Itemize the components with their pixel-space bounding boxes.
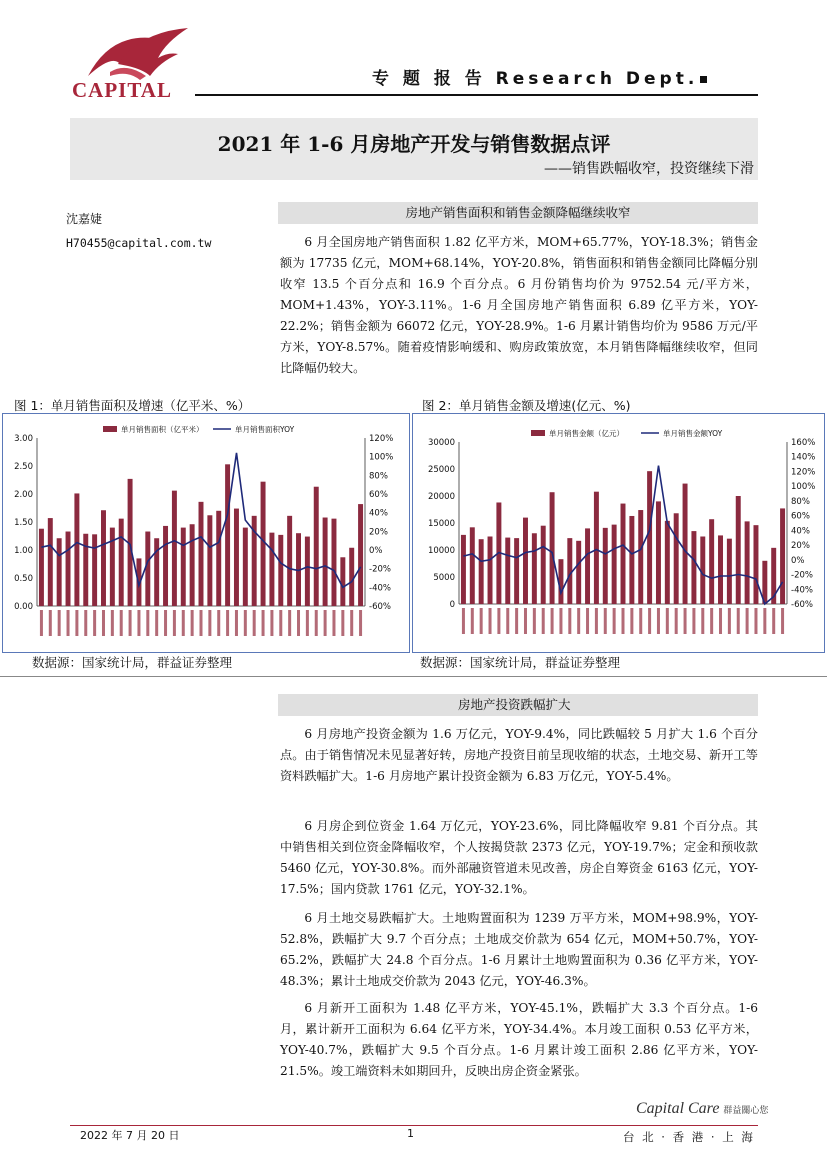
right-tick-label: -60% (791, 600, 813, 610)
bar (745, 521, 750, 604)
x-tick-mark (542, 608, 545, 634)
x-tick-mark (772, 608, 775, 634)
bar (145, 532, 150, 606)
right-tick-label: 40% (369, 508, 388, 519)
chart2-svg (413, 414, 824, 652)
bar (718, 535, 723, 604)
bar (656, 501, 661, 604)
bar (57, 538, 62, 606)
x-tick-mark (102, 610, 105, 636)
x-tick-mark (639, 608, 642, 634)
chart1-source: 数据源：国家统计局，群益证券整理 (32, 655, 233, 670)
bar (691, 531, 696, 604)
bar (48, 518, 53, 606)
right-tick-label: 20% (791, 541, 810, 552)
right-tick-label: 160% (791, 438, 816, 448)
right-tick-label: 60% (791, 511, 810, 522)
footer-date: 2022 年 7 月 20 日 (80, 1129, 180, 1142)
x-tick-mark (332, 610, 335, 636)
bar (172, 491, 177, 606)
x-tick-mark (182, 610, 185, 636)
bar (532, 533, 537, 604)
footer-cities: 台 北 · 香 港 · 上 海 (623, 1130, 755, 1144)
x-tick-mark (737, 608, 740, 634)
left-tick-label: 2.50 (14, 462, 33, 472)
bar (331, 519, 336, 606)
right-tick-label: -40% (369, 583, 391, 594)
section-heading-sales: 房地产销售面积和销售金额降幅继续收窄 (278, 202, 758, 224)
x-tick-mark (235, 610, 238, 636)
x-tick-mark (155, 610, 158, 636)
right-tick-label: 140% (791, 452, 816, 463)
bar (207, 515, 212, 606)
bar (550, 492, 555, 604)
x-tick-mark (137, 610, 140, 636)
bar (119, 519, 124, 606)
x-tick-mark (728, 608, 731, 634)
bar (505, 538, 510, 604)
x-tick-mark (359, 610, 362, 636)
x-tick-mark (506, 608, 509, 634)
legend-bar-label: 单月销售金额（亿元） (549, 429, 624, 438)
footer-rule (70, 1125, 758, 1126)
x-tick-mark (146, 610, 149, 636)
x-tick-mark (93, 610, 96, 636)
right-tick-label: 40% (791, 526, 810, 537)
section-heading-investment: 房地产投资跌幅扩大 (278, 694, 758, 716)
bar (66, 532, 71, 606)
x-tick-mark (288, 610, 291, 636)
bar (225, 464, 230, 606)
bar (629, 516, 634, 604)
footer-brand: Capital Care 群益關心您 (636, 1100, 769, 1117)
bar (727, 539, 732, 604)
x-tick-mark (350, 610, 353, 636)
bar (594, 492, 599, 604)
right-tick-label: 120% (791, 467, 816, 478)
x-tick-mark (173, 610, 176, 636)
bar (181, 528, 186, 606)
right-tick-label: 100% (791, 482, 816, 493)
x-tick-mark (692, 608, 695, 634)
x-tick-mark (67, 610, 70, 636)
left-tick-label: 30000 (427, 438, 455, 448)
report-subtitle: ——销售跌幅收窄，投资继续下滑 (544, 161, 754, 177)
left-tick-label: 1.50 (14, 518, 33, 528)
separator-line (0, 676, 827, 677)
bar (780, 508, 785, 604)
chart1-svg (3, 414, 409, 652)
x-tick-mark (781, 608, 784, 634)
x-tick-mark (657, 608, 660, 634)
legend-bar-swatch (103, 426, 117, 432)
bar (199, 502, 204, 606)
left-tick-label: 20000 (427, 492, 455, 502)
right-tick-label: 0% (791, 555, 805, 566)
bar (612, 525, 617, 604)
bar (647, 471, 652, 604)
x-tick-mark (49, 610, 52, 636)
bar (340, 557, 345, 606)
bar (154, 538, 159, 606)
author-name: 沈嘉婕 (66, 212, 103, 226)
left-tick-label: 5000 (433, 573, 455, 583)
bar (567, 538, 572, 604)
bar (261, 482, 266, 606)
x-tick-mark (84, 610, 87, 636)
right-tick-label: 20% (369, 527, 388, 538)
bar (479, 539, 484, 604)
bar (470, 527, 475, 604)
paragraph-investment-3: 6 月土地交易跌幅扩大。土地购置面积为 1239 万平方米，MOM+98.9%，YOY-52.8%，跌幅扩大 9.7 个百分点；土地成交价款为 654 亿元，MOM+50.7%，YOY-65.2%，跌幅扩大 24.8 个百分点。1-6 月累计土地购置面积为 0.36 亿平方米，YOY-48.3%；累计土地成交价款为 2043 亿元，YOY-46.3%。 (280, 911, 758, 988)
legend-bar-label: 单月销售面积（亿平米） (121, 425, 204, 434)
right-tick-label: -20% (791, 570, 813, 581)
x-tick-mark (111, 610, 114, 636)
x-tick-mark (217, 610, 220, 636)
left-tick-label: 2.00 (14, 490, 33, 500)
x-tick-mark (270, 610, 273, 636)
x-tick-mark (613, 608, 616, 634)
right-tick-label: 0% (369, 546, 383, 556)
x-tick-mark (559, 608, 562, 634)
x-tick-mark (341, 610, 344, 636)
bar (163, 526, 168, 606)
chart2-title: 图 2：单月销售金额及增速(亿元、%) (422, 398, 631, 413)
paragraph-investment-4: 6 月新开工面积为 1.48 亿平方米，YOY-45.1%，跌幅扩大 3.3 个百分点。1-6 月，累计新开工面积为 6.64 亿平方米，YOY-34.4%。本月竣工面积 0.53 亿平方米，YOY-40.7%，跌幅扩大 9.5 个百分点。1-6 月累计竣工面积 2.86 亿平方米，YOY-21.5%。竣工端资料未如期回升，反映出房企资金紧张。 (280, 1001, 758, 1078)
bar (461, 535, 466, 604)
bar (305, 537, 310, 606)
left-tick-label: 0 (449, 600, 455, 610)
x-tick-mark (208, 610, 211, 636)
report-title: 2021 年 1-6 月房地产开发与销售数据点评 (217, 132, 611, 156)
x-tick-mark (595, 608, 598, 634)
x-tick-mark (191, 610, 194, 636)
x-tick-mark (40, 610, 43, 636)
bar (92, 534, 97, 606)
bar (523, 518, 528, 604)
bar (216, 511, 221, 606)
bar (576, 541, 581, 604)
right-tick-label: -60% (369, 602, 391, 612)
left-tick-label: 3.00 (14, 434, 33, 444)
x-tick-mark (244, 610, 247, 636)
bar (323, 518, 328, 606)
paragraph-investment-2: 6 月房企到位资金 1.64 万亿元，YOY-23.6%，同比降幅收窄 9.81 个百分点。其中销售相关到位资金降幅收窄，个人按揭贷款 2373 亿元，YOY-19.7%；定金和预收款 5460 亿元，YOY-30.8%。而外部融资管道未见改善，房企自筹资金 6163 亿元，YOY-17.5%；国内贷款 1761 亿元，YOY-32.1%。 (280, 819, 758, 896)
left-tick-label: 25000 (427, 465, 455, 475)
bar (603, 528, 608, 604)
x-tick-mark (324, 610, 327, 636)
right-tick-label: 80% (369, 471, 388, 482)
bar (278, 535, 283, 606)
x-tick-mark (297, 610, 300, 636)
x-tick-mark (253, 610, 256, 636)
x-tick-mark (568, 608, 571, 634)
bar (190, 524, 195, 606)
bar (243, 528, 248, 606)
bar (287, 516, 292, 606)
x-tick-mark (754, 608, 757, 634)
logo-text: CAPITAL (72, 78, 172, 102)
bar (83, 534, 88, 606)
header-rule (195, 94, 758, 96)
bar (709, 519, 714, 604)
x-tick-mark (586, 608, 589, 634)
x-tick-mark (164, 610, 167, 636)
x-tick-mark (524, 608, 527, 634)
x-tick-mark (515, 608, 518, 634)
chart2-source: 数据源：国家统计局，群益证券整理 (420, 655, 621, 670)
x-tick-mark (226, 610, 229, 636)
bar (349, 548, 354, 606)
x-tick-mark (471, 608, 474, 634)
bar (514, 538, 519, 604)
legend-line-label: 单月销售面积YOY (235, 425, 295, 434)
left-tick-label: 10000 (427, 546, 455, 556)
bar (736, 496, 741, 604)
x-tick-mark (480, 608, 483, 634)
bar (234, 509, 239, 606)
x-tick-mark (675, 608, 678, 634)
x-tick-mark (129, 610, 132, 636)
right-tick-label: 100% (369, 452, 394, 463)
title-block (70, 118, 758, 180)
legend-line-label: 单月销售金额YOY (663, 429, 723, 438)
bar (665, 521, 670, 604)
right-tick-label: -40% (791, 585, 813, 596)
paragraph-sales: 6 月全国房地产销售面积 1.82 亿平方米，MOM+65.77%，YOY-18.3%；销售金额为 17735 亿元，MOM+68.14%，YOY-20.8%，销售面积和销售金额同比降幅分别收窄 13.5 个百分点和 16.9 个百分点。6 月份销售均价为 9752.54 元/平方米，MOM+1.43%，YOY-3.11%。1-6 月全国房地产销售面积 6.89 亿平方米，YOY-22.2%；销售金额为 66072 亿元，YOY-28.9%。1-6 月累计销售均价为 9586 万元/平方米，YOY-8.57%。随着疫情影响缓和、购房政策放宽，本月销售降幅继续收窄，但同比降幅仍较大。 (280, 235, 758, 375)
x-tick-mark (719, 608, 722, 634)
x-tick-mark (666, 608, 669, 634)
x-tick-mark (763, 608, 766, 634)
left-tick-label: 15000 (427, 519, 455, 529)
bar (488, 537, 493, 605)
paragraph-investment-1: 6 月房地产投资金额为 1.6 万亿元，YOY-9.4%，同比跌幅较 5 月扩大 1.6 个百分点。由于销售情况未见显著好转，房地产投资目前呈现收缩的状态，土地交易、新开工等资料跌幅扩大。1-6 月房地产累计投资金额为 6.83 万亿元，YOY-5.4%。 (280, 727, 758, 783)
bar (683, 484, 688, 604)
page-number: 1 (407, 1127, 414, 1140)
x-tick-mark (648, 608, 651, 634)
chart2-box (412, 413, 825, 653)
left-tick-label: 0.50 (14, 574, 33, 584)
bar (638, 510, 643, 604)
x-tick-mark (577, 608, 580, 634)
right-tick-label: 60% (369, 490, 388, 500)
x-tick-mark (604, 608, 607, 634)
right-tick-label: 120% (369, 434, 394, 444)
bar (101, 510, 106, 606)
bar (39, 529, 44, 606)
legend-bar-swatch (531, 430, 545, 436)
chart1-title: 图 1：单月销售面积及增速（亿平米、%） (14, 398, 251, 413)
x-tick-mark (489, 608, 492, 634)
bar (74, 493, 79, 606)
x-tick-mark (262, 610, 265, 636)
x-tick-mark (120, 610, 123, 636)
bar (314, 487, 319, 606)
x-tick-mark (462, 608, 465, 634)
x-tick-mark (279, 610, 282, 636)
bar (541, 526, 546, 604)
right-tick-label: -20% (369, 564, 391, 575)
x-tick-mark (630, 608, 633, 634)
x-tick-mark (684, 608, 687, 634)
left-tick-label: 0.00 (14, 602, 33, 612)
x-tick-mark (701, 608, 704, 634)
bar (753, 525, 758, 604)
x-tick-mark (306, 610, 309, 636)
x-tick-mark (315, 610, 318, 636)
x-tick-mark (75, 610, 78, 636)
bar (674, 513, 679, 604)
bar (269, 533, 274, 606)
x-tick-mark (710, 608, 713, 634)
x-tick-mark (551, 608, 554, 634)
chart1-box (2, 413, 410, 653)
x-tick-mark (58, 610, 61, 636)
x-tick-mark (200, 610, 203, 636)
x-tick-mark (746, 608, 749, 634)
bar (621, 504, 626, 604)
x-tick-mark (533, 608, 536, 634)
bar (585, 528, 590, 604)
bar (358, 504, 363, 606)
report-type-title: 专 题 报 告 Research Dept. (372, 64, 707, 89)
right-tick-label: 80% (791, 496, 810, 507)
x-tick-mark (497, 608, 500, 634)
author-email[interactable]: H70455@capital.com.tw (66, 236, 212, 250)
left-tick-label: 1.00 (14, 546, 33, 556)
x-tick-mark (622, 608, 625, 634)
